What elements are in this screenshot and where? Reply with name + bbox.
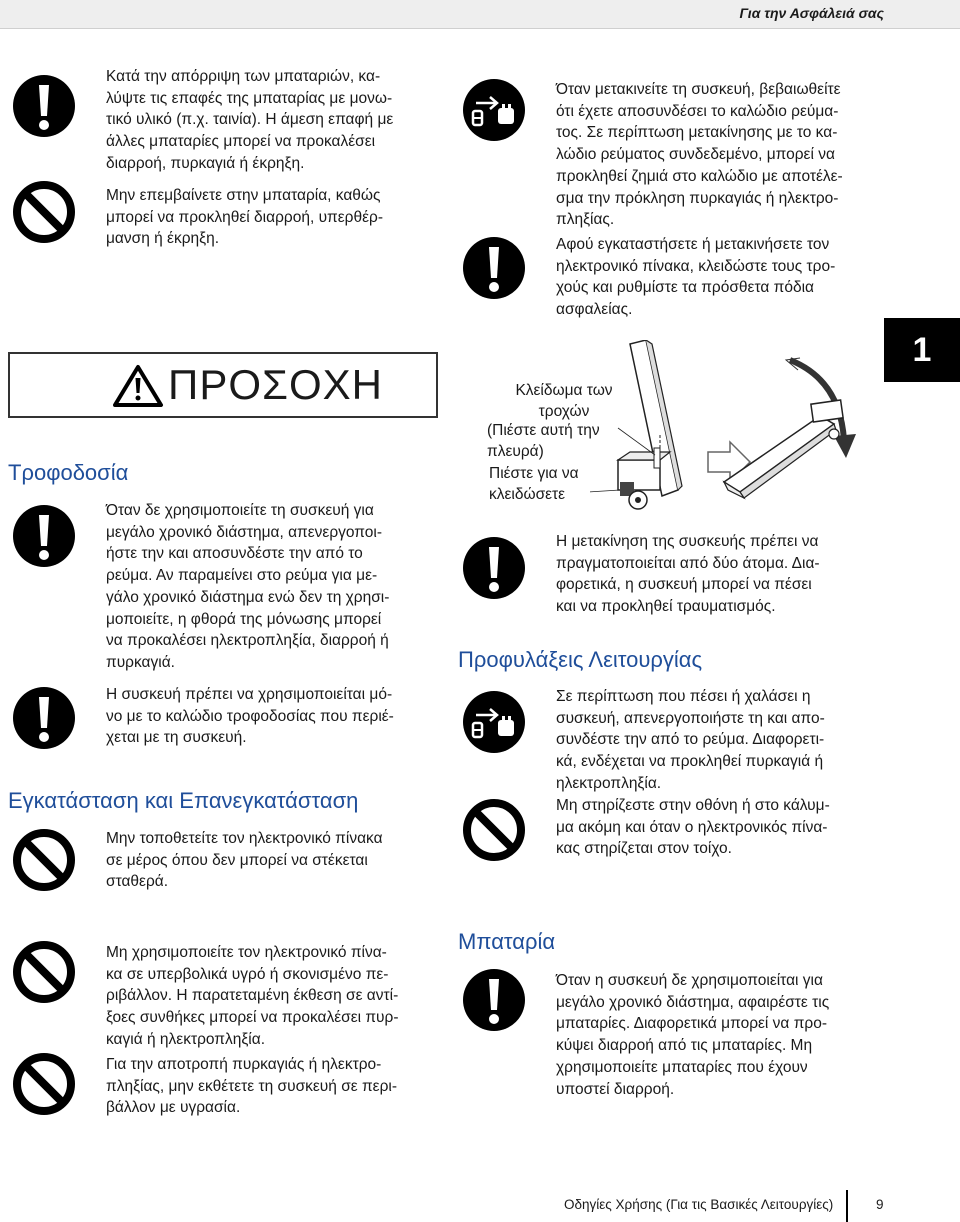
exclamation-icon (462, 536, 526, 600)
power-cord-text: Η συσκευή πρέπει να χρησιμοποιείται μό- νο με το καλώδιο τροφοδοσίας που περιέ- χεται με τη συσκευή. (106, 686, 394, 747)
footer-divider (846, 1190, 848, 1222)
move-lock-text: Αφού εγκαταστήσετε ή μετακινήσετε τον ηλεκτρονικό πίνακα, κλειδώστε τους τρο- χούς και ρυθμίστε τα πρόσθετα πόδια ασφαλείας. (556, 236, 836, 319)
unplug-icon (462, 690, 526, 754)
footer-page-number: 9 (876, 1197, 884, 1212)
install-wet-text: Για την αποτροπή πυρκαγιάς ή ηλεκτρο- πληξίας, μην εκθέτετε τη συσκευή σε περι- βάλλον με υγρασία. (106, 1056, 398, 1117)
section-heading-power: Τροφοδοσία (8, 460, 129, 485)
footer-doc-title: Οδηγίες Χρήσης (Για τις Βασικές Λειτουργίες) (564, 1197, 834, 1212)
prohibition-icon (12, 940, 76, 1004)
exclamation-icon (462, 968, 526, 1032)
prohibition-icon (12, 828, 76, 892)
install-stable-text: Μην τοποθετείτε τον ηλεκτρονικό πίνακα σε μέρος όπου δεν μπορεί να στέκεται σταθερά. (106, 830, 383, 891)
unplug-icon (462, 78, 526, 142)
callout-press-side: (Πιέστε αυτή την πλευρά) (487, 422, 600, 460)
battery-remove-text: Όταν η συσκευή δε χρησιμοποιείται για μεγάλο χρονικό διάστημα, αφαιρέστε τις μπαταρίες. Διαφορετικά μπορεί να προ- κύψει διαρροή από τις μπαταρίες. Μη χρησιμοποιείτε μπαταρίες που έχουν υποστεί διαρροή. (556, 972, 830, 1098)
callout-lock-wheels: Κλείδωμα των τροχών (515, 382, 613, 420)
op-fall-text: Σε περίπτωση που πέσει ή χαλάσει η συσκευή, απενεργοποιήστε τη και απο- συνδέστε την από το ρεύμα. Διαφορετι- κά, ενδέχεται να προκληθεί πυρκαγιά ή ηλεκτροπληξία. (556, 688, 825, 792)
install-humid-text: Μη χρησιμοποιείτε τον ηλεκτρονικό πίνα- κα σε υπερβολικά υγρό ή σκονισμένο πε- ριβάλλον. Η παρατεταμένη έκθεση σε αντί- ξοες συνθήκες μπορεί να προκαλέσει πυρ- καγιά ή ηλεκτροπληξία. (106, 944, 399, 1048)
exclamation-icon (12, 686, 76, 750)
section-heading-installation: Εγκατάσταση και Επανεγκατάσταση (8, 788, 359, 813)
callout-press-lock: Πιέστε για να κλειδώσετε (489, 465, 579, 503)
exclamation-icon (12, 504, 76, 568)
battery-step-text: Μην επεμβαίνετε στην μπαταρία, καθώς μπορεί να προκληθεί διαρροή, υπερθέρ- μανση ή έκρηξη. (106, 187, 383, 248)
warning-triangle-icon (112, 364, 164, 413)
wheel-lock-illustration (590, 340, 880, 525)
power-unused-text: Όταν δε χρησιμοποιείτε τη συσκευή για μεγάλο χρονικό διάστημα, απενεργοποι- ήστε την και αποσυνδέστε την από το ρεύμα. Αν παραμείνει στο ρεύμα για με- γάλο χρονικό διάστημα ενώ δεν τη χρησι- μοποιείτε, η φθορά της μόνωσης μπορεί να προκαλέσει ηλεκτροπληξία, διαρροή ή πυρκαγιά. (106, 502, 390, 671)
op-lean-text: Μη στηρίζεστε στην οθόνη ή στο κάλυμ- μα ακόμη και όταν ο ηλεκτρονικός πίνα- κας στηρίζεται στον τοίχο. (556, 797, 830, 858)
header-title: Για την Ασφάλειά σας (739, 5, 884, 21)
prohibition-icon (462, 798, 526, 862)
exclamation-icon (462, 236, 526, 300)
prohibition-icon (12, 180, 76, 244)
chapter-tab: 1 (884, 318, 960, 382)
move-unplug-text: Όταν μετακινείτε τη συσκευή, βεβαιωθείτε ότι έχετε αποσυνδέσει το καλώδιο ρεύμα- τος. Σε περίπτωση μετακίνησης με το κα- λώδιο ρεύματος συνδεδεμένο, μπορεί να προκληθεί ζημιά στο καλώδιο με αποτέλε- σμα την πρόκληση πυρκαγιάς ή ηλεκτρο- πληξίας. (556, 81, 843, 229)
battery-disposal-text: Κατά την απόρριψη των μπαταριών, κα- λύψτε τις επαφές της μπαταρίας με μονω- τικό υλικό (π.χ. ταινία). Η άμεση επαφή με άλλες μπαταρίες μπορεί να προκαλέσει διαρροή, πυρκαγιά ή έκρηξη. (106, 68, 394, 172)
caution-label: ΠΡΟΣΟΧΗ (168, 361, 383, 408)
exclamation-icon (12, 74, 76, 138)
section-heading-battery: Μπαταρία (458, 929, 556, 954)
two-people-text: Η μετακίνηση της συσκευής πρέπει να πραγματοποιείται από δύο άτομα. Δια- φορετικά, η συσκευή μπορεί να πέσει και να προκληθεί τραυματισμός. (556, 533, 820, 616)
section-heading-operation: Προφυλάξεις Λειτουργίας (458, 647, 703, 672)
prohibition-icon (12, 1052, 76, 1116)
